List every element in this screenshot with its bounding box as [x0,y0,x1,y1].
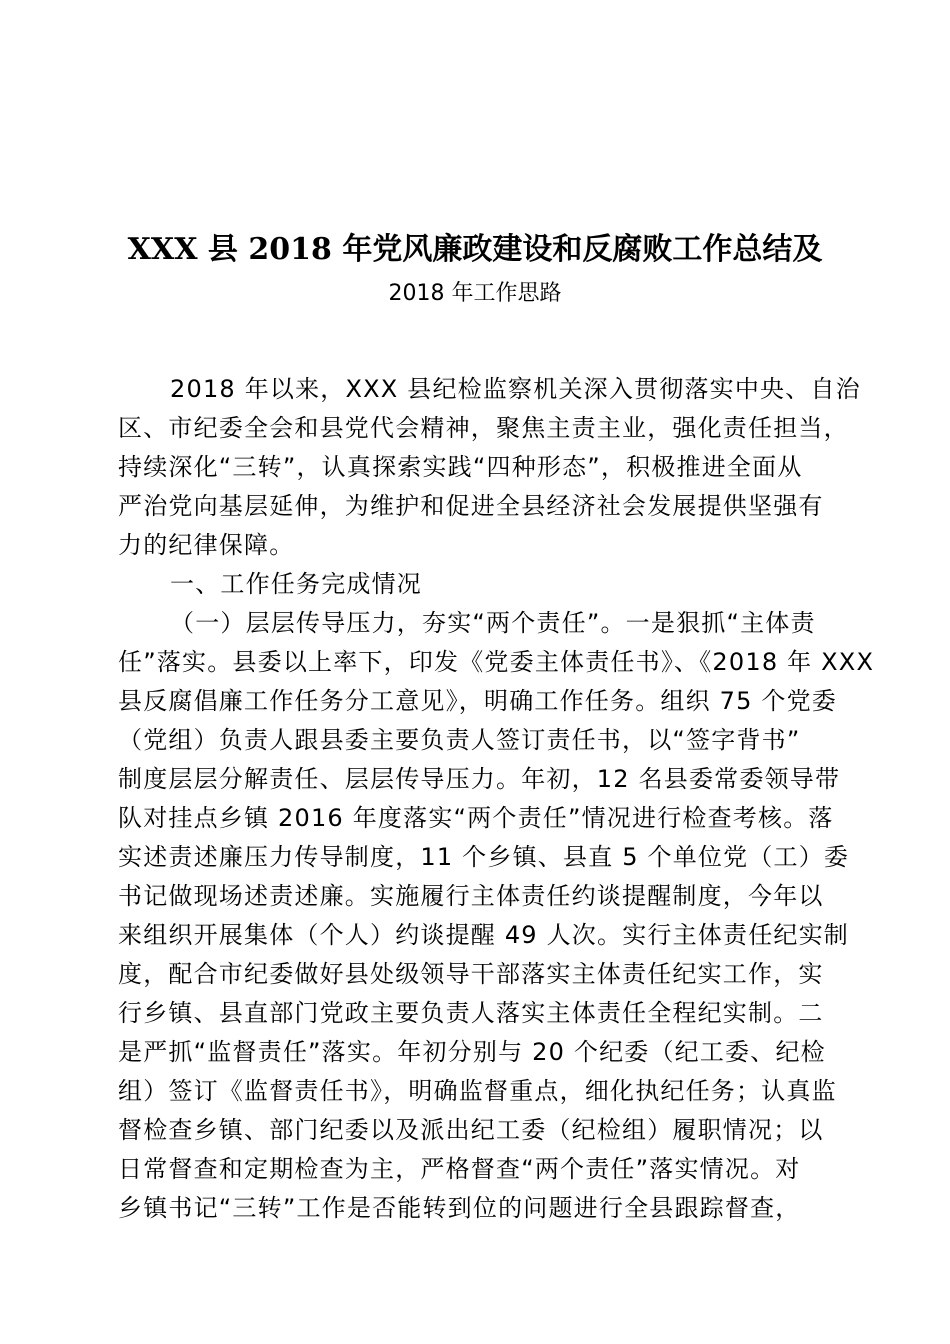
document-body [118,370,908,1228]
body-line: 2018 年以来，XXX 县纪检监察机关深入贯彻落实中央、自治 [170,375,861,403]
body-line: 组）签订《监督责任书》，明确监督重点，细化执纪任务；认真监 [118,1077,837,1105]
body-line: 县反腐倡廉工作任务分工意见》，明确工作任务。组织 75 个党委 [118,687,837,715]
document-subtitle: 2018 年工作思路 [388,281,562,306]
body-line: 实述责述廉压力传导制度，11 个乡镇、县直 5 个单位党（工）委 [118,843,850,871]
body-line: 乡镇书记“三转”工作是否能转到位的问题进行全县跟踪督查， [118,1194,801,1222]
body-line: 来组织开展集体（个人）约谈提醒 49 人次。实行主体责任纪实制 [118,921,849,949]
body-line: 严治党向基层延伸，为维护和促进全县经济社会发展提供坚强有 [118,492,824,520]
body-line: 制度层层分解责任、层层传导压力。年初，12 名县委常委领导带 [118,765,841,793]
body-line: 任”落实。县委以上率下，印发《党委主体责任书》、《2018 年 XXX [118,648,875,676]
body-line: 日常督查和定期检查为主，严格督查“两个责任”落实情况。对 [118,1155,801,1183]
document-title: XXX 县 2018 年党风廉政建设和反腐败工作总结及 [127,232,823,267]
body-line: 队对挂点乡镇 2016 年度落实“两个责任”情况进行检查考核。落 [118,804,834,832]
body-line: 区、市纪委全会和县党代会精神，聚焦主责主业，强化责任担当， [118,414,849,442]
body-line: 力的纪律保障。 [118,531,295,559]
body-line: （党组）负责人跟县委主要负责人签订责任书，以“签字背书” [118,726,801,754]
body-line: 度，配合市纪委做好县处级领导干部落实主体责任纪实工作，实 [118,960,824,988]
body-line: 书记做现场述责述廉。实施履行主体责任约谈提醒制度，今年以 [118,882,824,910]
body-line: 行乡镇、县直部门党政主要负责人落实主体责任全程纪实制。二 [118,999,824,1027]
body-line: 督检查乡镇、部门纪委以及派出纪工委（纪检组）履职情况；以 [118,1116,824,1144]
body-line: 是严抓“监督责任”落实。年初分别与 20 个纪委（纪工委、纪检 [118,1038,826,1066]
section-heading: 一、工作任务完成情况 [170,570,422,598]
body-line: 持续深化“三转”，认真探索实践“四种形态”，积极推进全面从 [118,453,803,481]
body-line: （一）层层传导压力，夯实“两个责任”。一是狠抓“主体责 [170,609,816,637]
